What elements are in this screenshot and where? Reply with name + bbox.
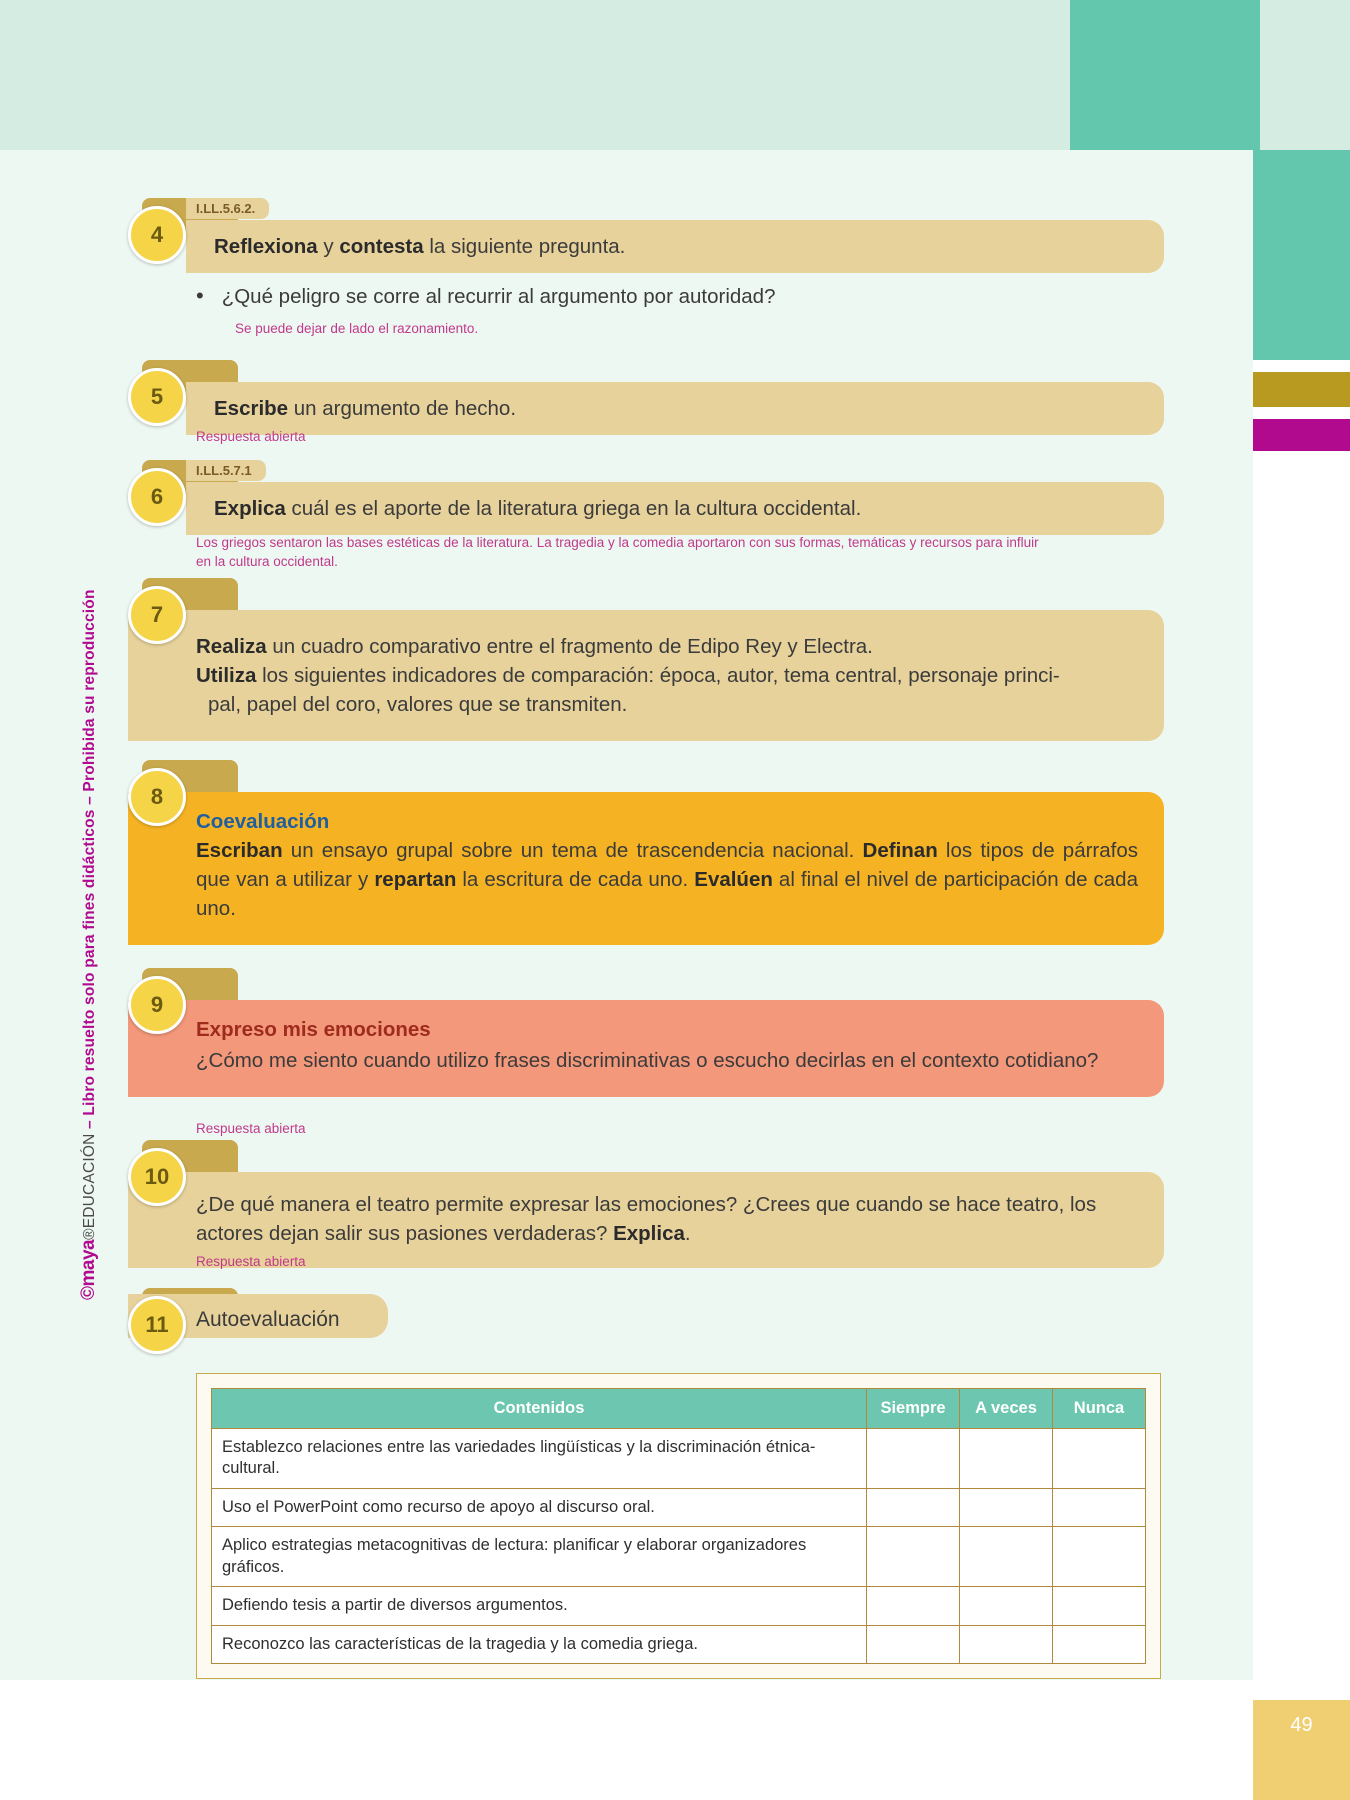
activity-10-line-1: ¿De qué manera el teatro permite expresar las emociones? ¿Crees que cuando se hace teatro, los xyxy=(196,1193,1097,1216)
activity-8-verb-1: Escriban xyxy=(196,839,283,862)
autoeval-row-3-nunca[interactable] xyxy=(1053,1527,1146,1587)
autoeval-row-3-aveces[interactable] xyxy=(960,1527,1053,1587)
activity-4-prompt xyxy=(214,232,1144,261)
activity-7-line-1 xyxy=(196,632,1138,661)
activity-9-number: 9 xyxy=(128,976,186,1034)
activity-9-heading: Expreso mis emociones xyxy=(196,1018,431,1041)
activity-4 xyxy=(128,198,1164,273)
autoeval-row-5-text: Reconozco las características de la tragedia y la comedia griega. xyxy=(212,1625,867,1663)
activity-8-verb-4: Evalúen xyxy=(694,868,773,892)
activity-7 xyxy=(128,578,1164,741)
autoeval-header-contenidos: Contenidos xyxy=(212,1389,867,1429)
activity-4-standard-code: I.LL.5.6.2. xyxy=(186,198,269,219)
activity-9-answer: Respuesta abierta xyxy=(196,1121,306,1136)
page-top-right-accent xyxy=(1070,0,1260,150)
activity-5-verb: Escribe xyxy=(214,397,289,420)
activity-6-standard-code: I.LL.5.7.1 xyxy=(186,460,266,481)
autoeval-row-3-siempre[interactable] xyxy=(867,1527,960,1587)
table-row xyxy=(212,1488,1146,1526)
activity-4-verb-1: Reflexiona xyxy=(214,235,318,258)
activity-10 xyxy=(128,1140,1164,1268)
bullet-dot-icon: • xyxy=(196,283,204,308)
activity-11-number: 11 xyxy=(128,1296,186,1354)
activity-9-band xyxy=(128,1000,1164,1097)
activity-7-verb-1: Realiza xyxy=(196,635,267,658)
table-row xyxy=(212,1587,1146,1625)
activity-8-text-2: los tipos de párrafos que van a utilizar y xyxy=(196,839,1138,892)
activity-5-prompt-rest: un argumento de hecho. xyxy=(288,397,517,420)
autoeval-row-5-aveces[interactable] xyxy=(960,1625,1053,1663)
autoeval-header-nunca: Nunca xyxy=(1053,1389,1146,1429)
autoeval-row-1-text: Establezco relaciones entre las variedades lingüísticas y la discriminación étnica-cultural. xyxy=(212,1429,867,1489)
activity-10-line-2-pre: actores dejan salir sus pasiones verdaderas? xyxy=(196,1222,614,1246)
activity-8-number: 8 xyxy=(128,768,186,826)
activity-6-answer-line-1: Los griegos sentaron las bases estéticas de la literatura. La tragedia y la comedia aportaron con sus formas, temáticas y recursos para influir xyxy=(196,535,1039,550)
activity-8-verb-2: Definan xyxy=(862,839,938,862)
activity-5 xyxy=(128,360,1164,435)
autoeval-row-1-siempre[interactable] xyxy=(867,1429,960,1489)
autoeval-row-5-nunca[interactable] xyxy=(1053,1625,1146,1663)
autoeval-row-4-text: Defiendo tesis a partir de diversos argumentos. xyxy=(212,1587,867,1625)
activity-8-text-3: la escritura de cada uno. xyxy=(456,868,695,892)
right-strip-teal xyxy=(1253,150,1350,360)
activity-9 xyxy=(128,968,1164,1097)
activity-7-line-2-rest: los siguientes indicadores de comparación: época, autor, tema central, personaje princi- xyxy=(256,664,1060,688)
publisher-logo-text: ©maya xyxy=(78,1239,99,1300)
autoeval-header-aveces: A veces xyxy=(960,1389,1053,1429)
autoeval-row-1-aveces[interactable] xyxy=(960,1429,1053,1489)
page-bottom-margin xyxy=(0,1680,1350,1800)
activity-6 xyxy=(128,460,1164,535)
autoeval-row-1-nunca[interactable] xyxy=(1053,1429,1146,1489)
autoeval-row-2-nunca[interactable] xyxy=(1053,1488,1146,1526)
activity-8-heading: Coevaluación xyxy=(196,810,330,833)
right-strip-gap-1 xyxy=(1253,360,1350,372)
activity-10-answer: Respuesta abierta xyxy=(196,1254,306,1269)
activity-4-question: ¿Qué peligro se corre al recurrir al argumento por autoridad? xyxy=(221,285,776,308)
table-row xyxy=(212,1527,1146,1587)
activity-4-conn: y xyxy=(317,235,340,258)
table-row xyxy=(212,1625,1146,1663)
activity-6-prompt xyxy=(214,494,1144,523)
right-strip-blank xyxy=(1253,451,1350,1700)
autoeval-row-5-siempre[interactable] xyxy=(867,1625,960,1663)
autoeval-row-4-aveces[interactable] xyxy=(960,1587,1053,1625)
activity-8-text xyxy=(196,836,1138,923)
activity-10-verb: Explica xyxy=(613,1222,685,1246)
autoeval-row-2-siempre[interactable] xyxy=(867,1488,960,1526)
autoeval-header-siempre: Siempre xyxy=(867,1389,960,1429)
activity-6-prompt-rest: cuál es el aporte de la literatura griega en la cultura occidental. xyxy=(285,497,862,520)
activity-10-number: 10 xyxy=(128,1148,186,1206)
activity-8-band xyxy=(128,792,1164,945)
activity-7-verb-2: Utiliza xyxy=(196,664,257,688)
copyright-notice: – Libro resuelto solo para fines didácticos – Prohibida su reproducción xyxy=(81,589,98,1134)
activity-4-band xyxy=(186,220,1164,273)
activity-7-line-1-rest: un cuadro comparativo entre el fragmento de Edipo Rey y Electra. xyxy=(266,635,873,658)
right-strip-gold xyxy=(1253,372,1350,407)
table-row xyxy=(212,1429,1146,1489)
activity-8-text-4: al final el nivel de participación de cada uno. xyxy=(196,868,1138,921)
right-strip-magenta xyxy=(1253,419,1350,451)
activity-4-prompt-rest: la siguiente pregunta. xyxy=(423,235,626,258)
activity-7-line-3: pal, papel del coro, valores que se transmiten. xyxy=(208,693,628,717)
activity-5-number: 5 xyxy=(128,368,186,426)
autoeval-row-3-text: Aplico estrategias metacognitivas de lectura: planificar y elaborar organizadores gráficos. xyxy=(212,1527,867,1587)
activity-6-number: 6 xyxy=(128,468,186,526)
activity-5-answer: Respuesta abierta xyxy=(196,429,306,444)
autoeval-table-wrapper xyxy=(196,1373,1161,1679)
autoeval-row-4-nunca[interactable] xyxy=(1053,1587,1146,1625)
activity-7-number: 7 xyxy=(128,586,186,644)
right-strip-gap-2 xyxy=(1253,407,1350,419)
activity-10-line-2-post: . xyxy=(684,1222,691,1246)
activity-8-text-1: un ensayo grupal sobre un tema de trascendencia nacional. xyxy=(282,839,863,862)
autoeval-header-row xyxy=(212,1389,1146,1429)
side-credit-line xyxy=(78,480,100,1300)
activity-4-answer: Se puede dejar de lado el razonamiento. xyxy=(235,321,479,336)
publisher-suffix: ®EDUCACIÓN xyxy=(81,1133,98,1240)
autoeval-row-2-aveces[interactable] xyxy=(960,1488,1053,1526)
activity-9-text: ¿Cómo me siento cuando utilizo frases discriminativas o escucho decirlas en el contexto cotidiano? xyxy=(196,1049,1099,1072)
autoeval-row-2-text: Uso el PowerPoint como recurso de apoyo al discurso oral. xyxy=(212,1488,867,1526)
activity-7-line-2 xyxy=(196,661,1138,690)
autoeval-row-4-siempre[interactable] xyxy=(867,1587,960,1625)
activity-10-line-2 xyxy=(196,1219,1138,1248)
activity-8 xyxy=(128,760,1164,945)
activity-6-band xyxy=(186,482,1164,535)
page-number: 49 xyxy=(1253,1700,1350,1800)
autoeval-label: Autoevaluación xyxy=(196,1308,340,1331)
autoeval-table xyxy=(211,1388,1146,1664)
activity-4-verb-2: contesta xyxy=(339,235,424,258)
activity-4-number: 4 xyxy=(128,206,186,264)
activity-5-prompt xyxy=(214,394,1144,423)
activity-8-verb-3: repartan xyxy=(374,868,457,892)
activity-6-answer-line-2: en la cultura occidental. xyxy=(196,554,338,569)
activity-6-verb: Explica xyxy=(214,497,286,520)
activity-4-bullet xyxy=(196,285,1096,309)
activity-7-band xyxy=(128,610,1164,741)
